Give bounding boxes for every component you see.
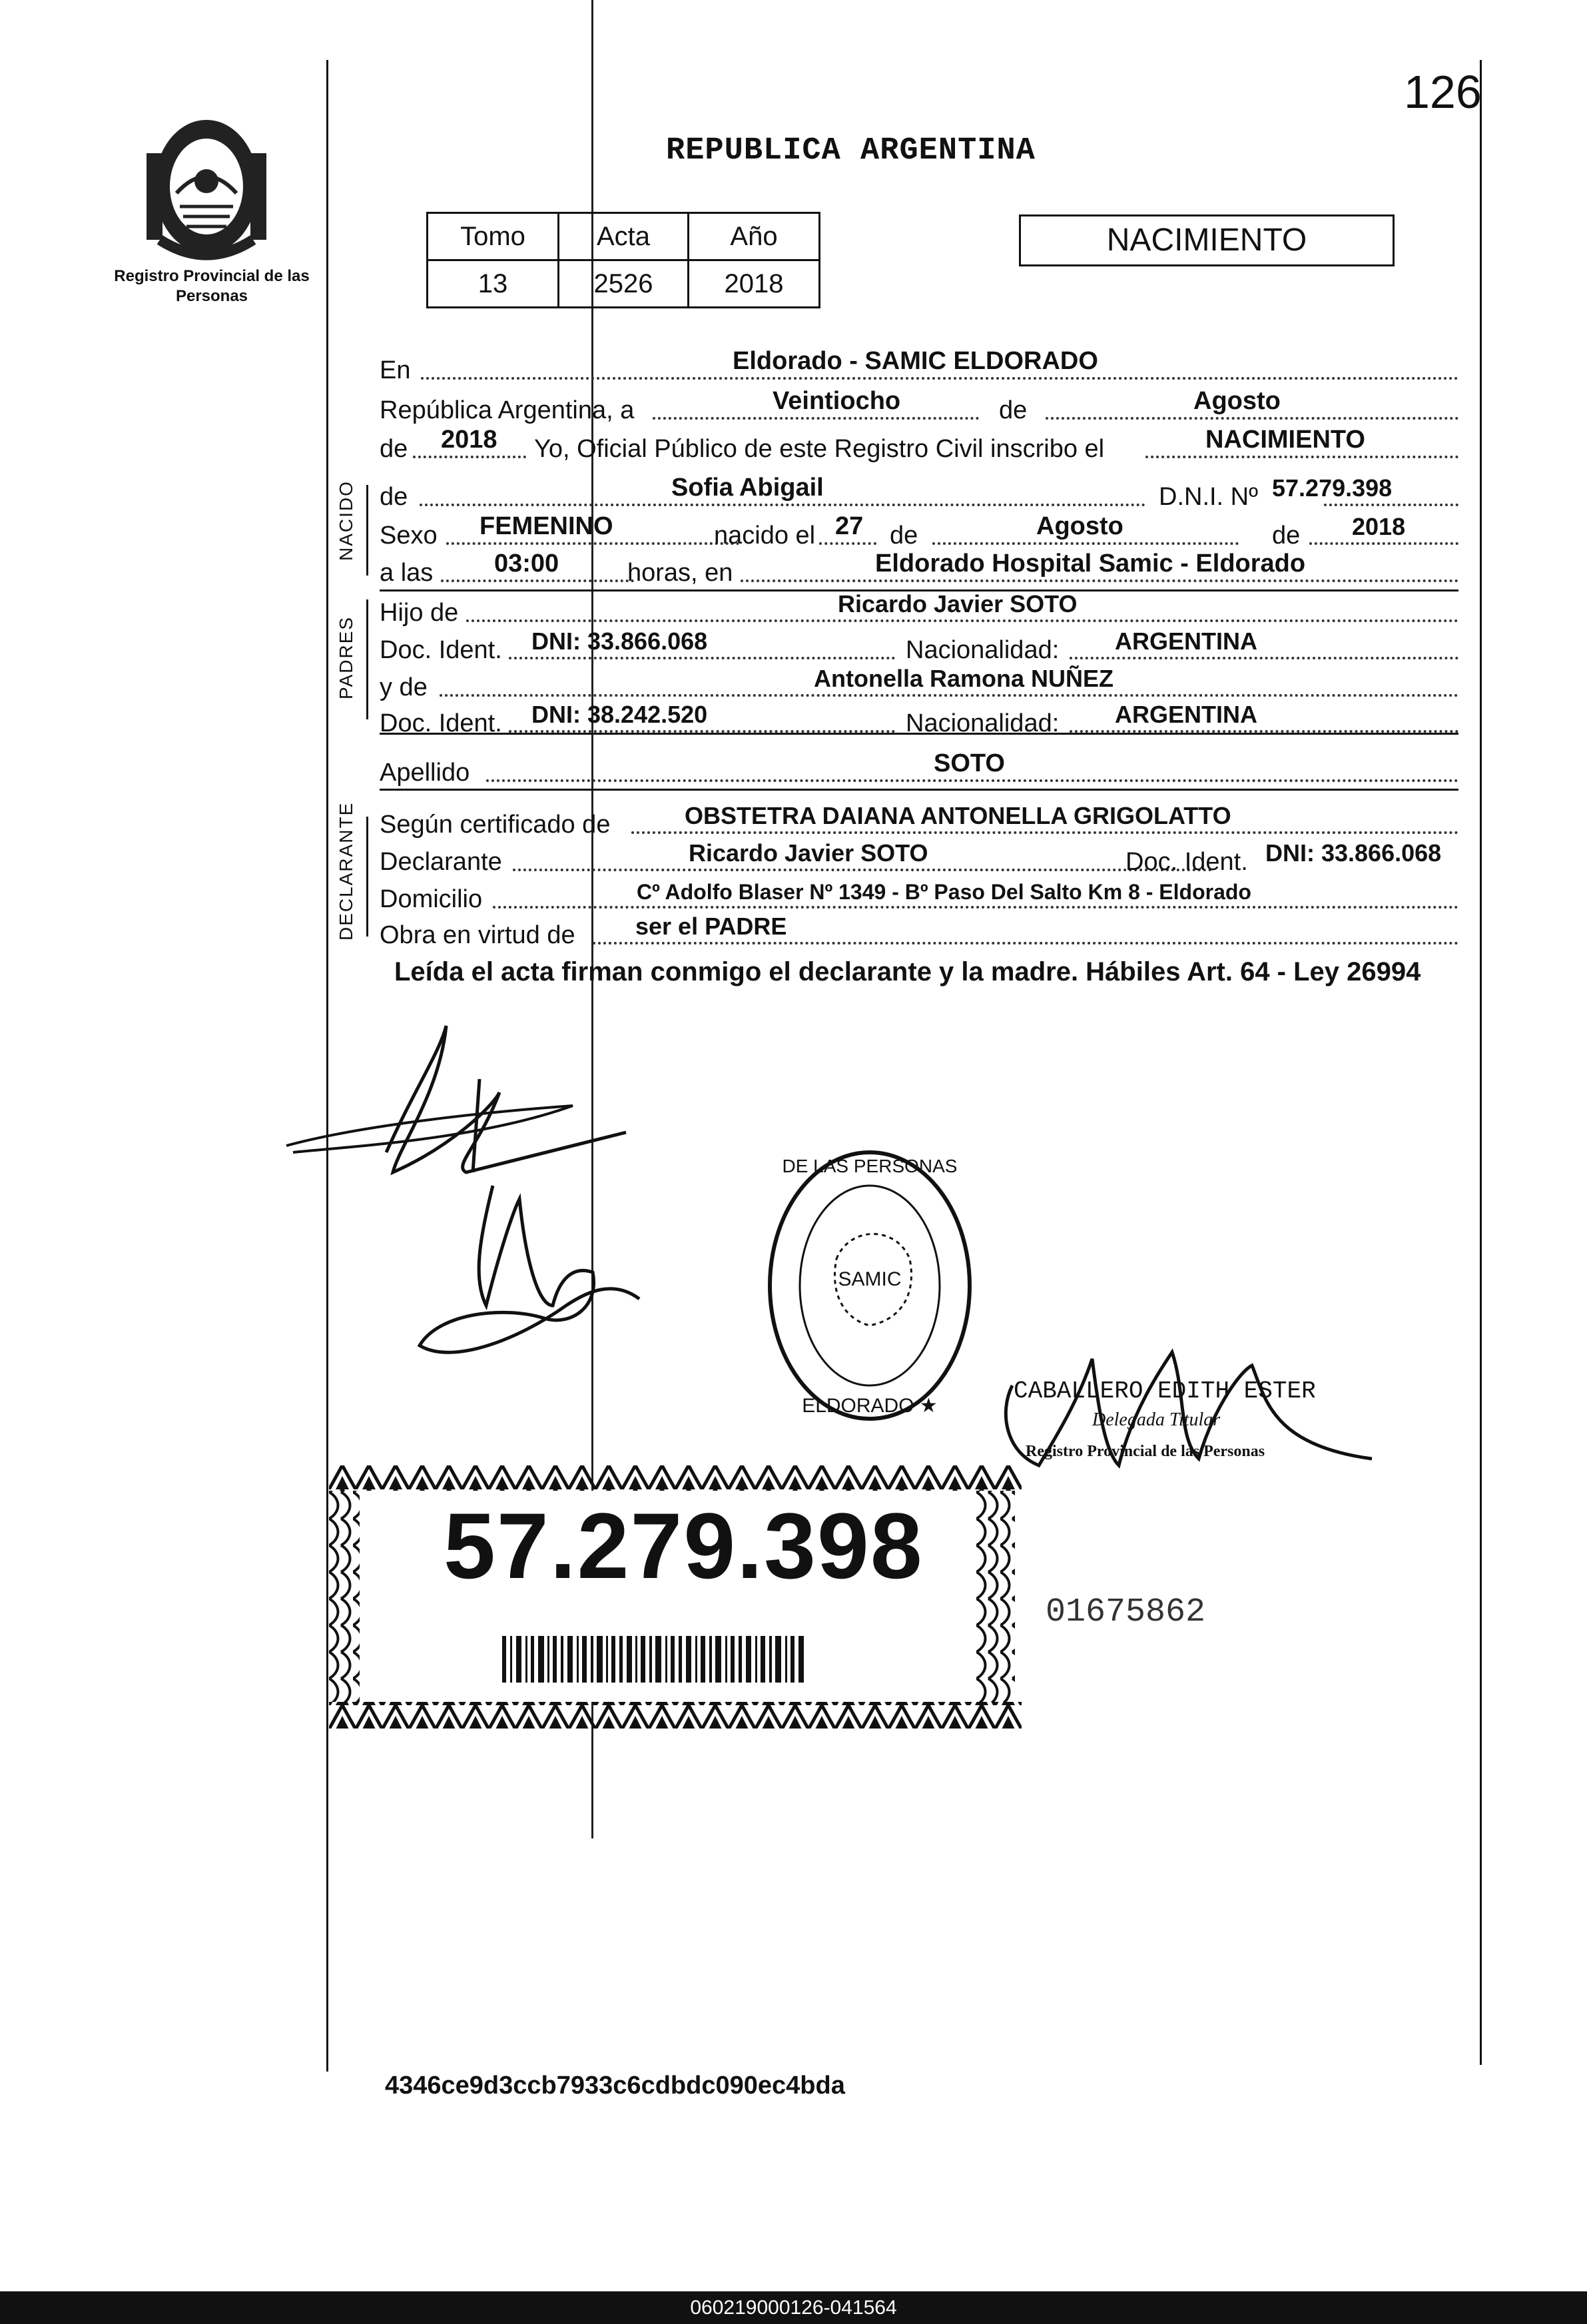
closing-statement: Leída el acta firman conmigo el declarante y la madre. Hábiles Art. 64 - Ley 26994 — [394, 957, 1421, 986]
label-apellido: Apellido — [380, 759, 470, 787]
value-mes-nac: Agosto — [1036, 512, 1123, 540]
label-de-anio: de — [1272, 522, 1301, 550]
line-apellido — [380, 750, 1458, 787]
record-type-box: NACIMIENTO — [1019, 214, 1395, 266]
acta-value: 2526 — [559, 260, 689, 308]
svg-text:SAMIC: SAMIC — [838, 1268, 902, 1290]
value-mes: Agosto — [1193, 387, 1281, 415]
signer-name: CABALLERO EDITH ESTER — [1014, 1377, 1316, 1405]
tomo-value: 13 — [428, 260, 559, 308]
padres-bracket — [366, 599, 368, 719]
label-segun: Según certificado de — [380, 811, 611, 839]
signer-role: Delegada Titular — [1092, 1409, 1221, 1430]
value-anio-nac: 2018 — [1352, 513, 1406, 540]
label-dni: D.N.I. Nº — [1159, 483, 1258, 511]
label-sexo: Sexo — [380, 522, 438, 550]
value-anio: 2018 — [441, 426, 497, 454]
label-nacionalidad-padre: Nacionalidad: — [906, 636, 1060, 664]
line-padre-doc — [380, 627, 1458, 665]
line-padre — [380, 590, 1458, 627]
line-lugar — [380, 348, 1458, 385]
value-certificado: OBSTETRA DAIANA ANTONELLA GRIGOLATTO — [685, 802, 1231, 829]
line-obra — [380, 913, 1458, 950]
right-margin-line — [1480, 60, 1482, 2065]
tomo-header: Tomo — [428, 213, 559, 260]
label-de-dia: de — [890, 522, 918, 550]
label-hijo-de: Hijo de — [380, 599, 459, 627]
line-hora — [380, 550, 1458, 587]
side-label-declarante: DECLARANTE — [336, 801, 356, 941]
value-tipo: NACIMIENTO — [1205, 426, 1365, 454]
line-fecha — [380, 388, 1458, 425]
value-nombre: Sofia Abigail — [671, 474, 824, 502]
value-lugar-nac: Eldorado Hospital Samic - Eldorado — [875, 550, 1306, 578]
value-sexo: FEMENINO — [479, 512, 613, 540]
label-yo: Yo, Oficial Público de este Registro Civil inscribo el — [534, 435, 1105, 463]
value-padre: Ricardo Javier SOTO — [838, 590, 1078, 617]
page-number: 126 — [1404, 66, 1482, 118]
value-dni: 57.279.398 — [1272, 474, 1393, 502]
label-republica: República Argentina, a — [380, 396, 635, 424]
label-nacido-el: nacido el — [714, 522, 816, 550]
control-number: 01675862 — [1046, 1593, 1206, 1631]
label-de-year: de — [380, 435, 408, 463]
value-apellido: SOTO — [934, 749, 1005, 777]
label-de-name: de — [380, 483, 408, 511]
document-title: REPUBLICA ARGENTINA — [666, 133, 1036, 169]
value-lugar: Eldorado - SAMIC ELDORADO — [733, 347, 1098, 375]
official-seal — [750, 1132, 990, 1439]
label-doc-ident-padre: Doc. Ident. — [380, 636, 502, 664]
label-declarante: Declarante — [380, 848, 502, 876]
line-madre — [380, 665, 1458, 702]
label-en: En — [380, 356, 411, 384]
label-doc-ident-declarante: Doc. Ident. — [1125, 848, 1248, 876]
label-de-mes: de — [999, 396, 1028, 424]
signature-oficial — [959, 1332, 1385, 1485]
line-declarante — [380, 839, 1458, 877]
side-label-nacido: NACIDO — [336, 480, 356, 561]
signer-org: Registro Provincial de las Personas — [1026, 1443, 1265, 1460]
document-hash: 4346ce9d3ccb7933c6cdbdc090ec4bda — [385, 2072, 845, 2100]
footer-code: 060219000126-041564 — [0, 2291, 1587, 2324]
line-sexo — [380, 513, 1458, 550]
label-horas-en: horas, en — [627, 559, 733, 587]
value-declarante: Ricardo Javier SOTO — [689, 839, 928, 867]
value-hora: 03:00 — [494, 550, 559, 578]
divider-3 — [380, 789, 1458, 791]
acta-header: Acta — [559, 213, 689, 260]
value-dia-nac: 27 — [835, 512, 864, 540]
label-doc-ident-madre: Doc. Ident. — [380, 709, 502, 737]
anio-header: Año — [689, 213, 820, 260]
value-declarante-doc: DNI: 33.866.068 — [1265, 839, 1442, 867]
line-nombre — [380, 474, 1458, 512]
nacido-bracket — [366, 485, 368, 576]
value-madre-nac: ARGENTINA — [1115, 701, 1257, 728]
value-padre-doc: DNI: 33.866.068 — [531, 627, 708, 655]
anio-value: 2018 — [689, 260, 820, 308]
dni-number-large: 57.279.398 — [444, 1493, 924, 1598]
svg-text:DE LAS PERSONAS: DE LAS PERSONAS — [782, 1156, 958, 1176]
value-obra: ser el PADRE — [635, 913, 787, 940]
declarante-bracket — [366, 817, 368, 937]
label-y-de: y de — [380, 673, 428, 701]
registry-name: Registro Provincial de las Personas — [114, 267, 310, 305]
line-certificado — [380, 802, 1458, 839]
value-padre-nac: ARGENTINA — [1115, 627, 1257, 655]
label-domicilio: Domicilio — [380, 885, 483, 913]
line-inscribe — [380, 426, 1458, 464]
label-obra: Obra en virtud de — [380, 921, 575, 949]
value-madre: Antonella Ramona NUÑEZ — [814, 665, 1114, 692]
signature-madre — [400, 1172, 679, 1385]
value-dia-texto: Veintiocho — [773, 387, 901, 415]
line-domicilio — [380, 877, 1458, 914]
value-madre-doc: DNI: 38.242.520 — [531, 701, 708, 728]
record-table — [426, 212, 820, 308]
divider-2 — [380, 733, 1458, 735]
label-nacionalidad-madre: Nacionalidad: — [906, 709, 1060, 737]
side-label-padres: PADRES — [336, 615, 356, 699]
svg-text:ELDORADO ★: ELDORADO ★ — [802, 1395, 938, 1417]
label-a-las: a las — [380, 559, 434, 587]
value-domicilio: Cº Adolfo Blaser Nº 1349 - Bº Paso Del Salto Km 8 - Eldorado — [637, 880, 1251, 904]
